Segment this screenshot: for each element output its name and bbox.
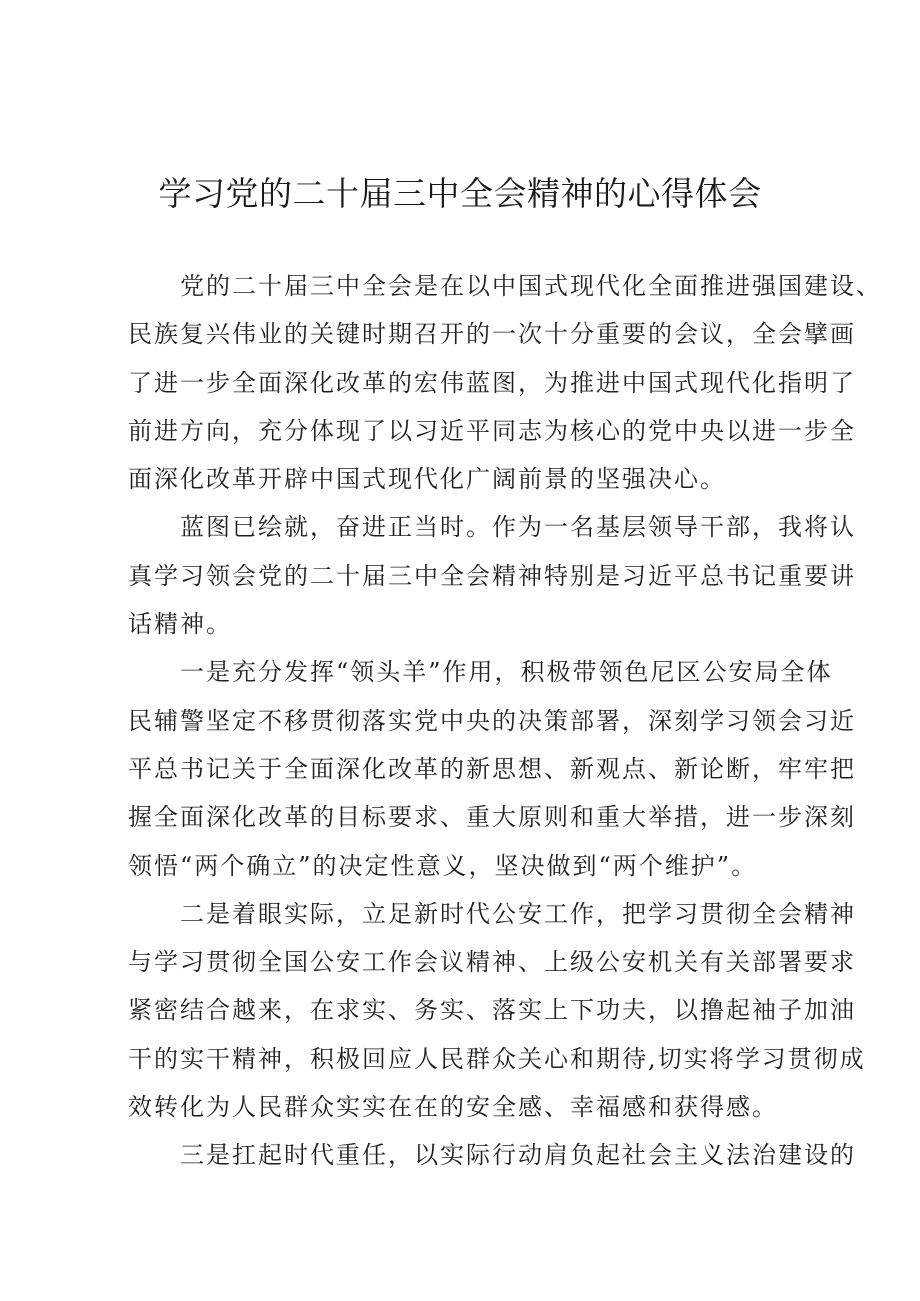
- text-line: 平总书记关于全面深化改革的新思想、新观点、新论断，牢牢把: [128, 754, 856, 783]
- text-line: 二是着眼实际，立足新时代公安工作，把学习贯彻全会精神: [180, 899, 856, 928]
- text-line: 握全面深化改革的目标要求、重大原则和重大举措，进一步深刻: [128, 803, 856, 832]
- text-line: 领悟“两个确立”的决定性意义，坚决做到“两个维护”。: [128, 851, 758, 880]
- document-title: 学习党的二十届三中全会精神的心得体会: [158, 174, 762, 213]
- document-body: [128, 262, 882, 1180]
- text-line: 前进方向，充分体现了以习近平同志为核心的党中央以进一步全: [128, 416, 856, 445]
- text-line: 民族复兴伟业的关键时期召开的一次十分重要的会议，全会擘画: [128, 320, 856, 349]
- text-line: 效转化为人民群众实实在在的安全感、幸福感和获得感。: [128, 1093, 778, 1122]
- text-line: 了进一步全面深化改革的宏伟蓝图，为推进中国式现代化指明了: [128, 368, 856, 397]
- text-line: 民辅警坚定不移贯彻落实党中央的决策部署，深刻学习领会习近: [128, 706, 856, 735]
- text-line: 面深化改革开辟中国式现代化广阔前景的坚强决心。: [128, 465, 726, 494]
- text-line: 三是扛起时代重任，以实际行动肩负起社会主义法治建设的: [180, 1141, 856, 1170]
- text-line: 党的二十届三中全会是在以中国式现代化全面推进强国建设、: [180, 272, 882, 300]
- paragraph-4: [128, 890, 866, 1131]
- text-line: 干的实干精神，积极回应人民群众关心和期待,切实将学习贯彻成: [128, 1044, 866, 1073]
- text-line: 一是充分发挥“领头羊”作用，积极带领色尼区公安局全体: [180, 658, 833, 687]
- text-line: 与学习贯彻全国公安工作会议精神、上级公安机关有关部署要求: [128, 948, 856, 977]
- text-line: 紧密结合越来，在求实、务实、落实上下功夫，以撸起袖子加油: [128, 996, 856, 1025]
- text-line: 话精神。: [128, 610, 232, 639]
- paragraph-2: [128, 503, 856, 648]
- paragraph-3: [128, 648, 856, 889]
- text-line: 真学习领会党的二十届三中全会精神特别是习近平总书记重要讲: [128, 561, 856, 590]
- paragraph-1: [128, 262, 882, 503]
- text-line: 蓝图已绘就，奋进正当时。作为一名基层领导干部，我将认: [180, 513, 856, 542]
- paragraph-5: [128, 1131, 856, 1179]
